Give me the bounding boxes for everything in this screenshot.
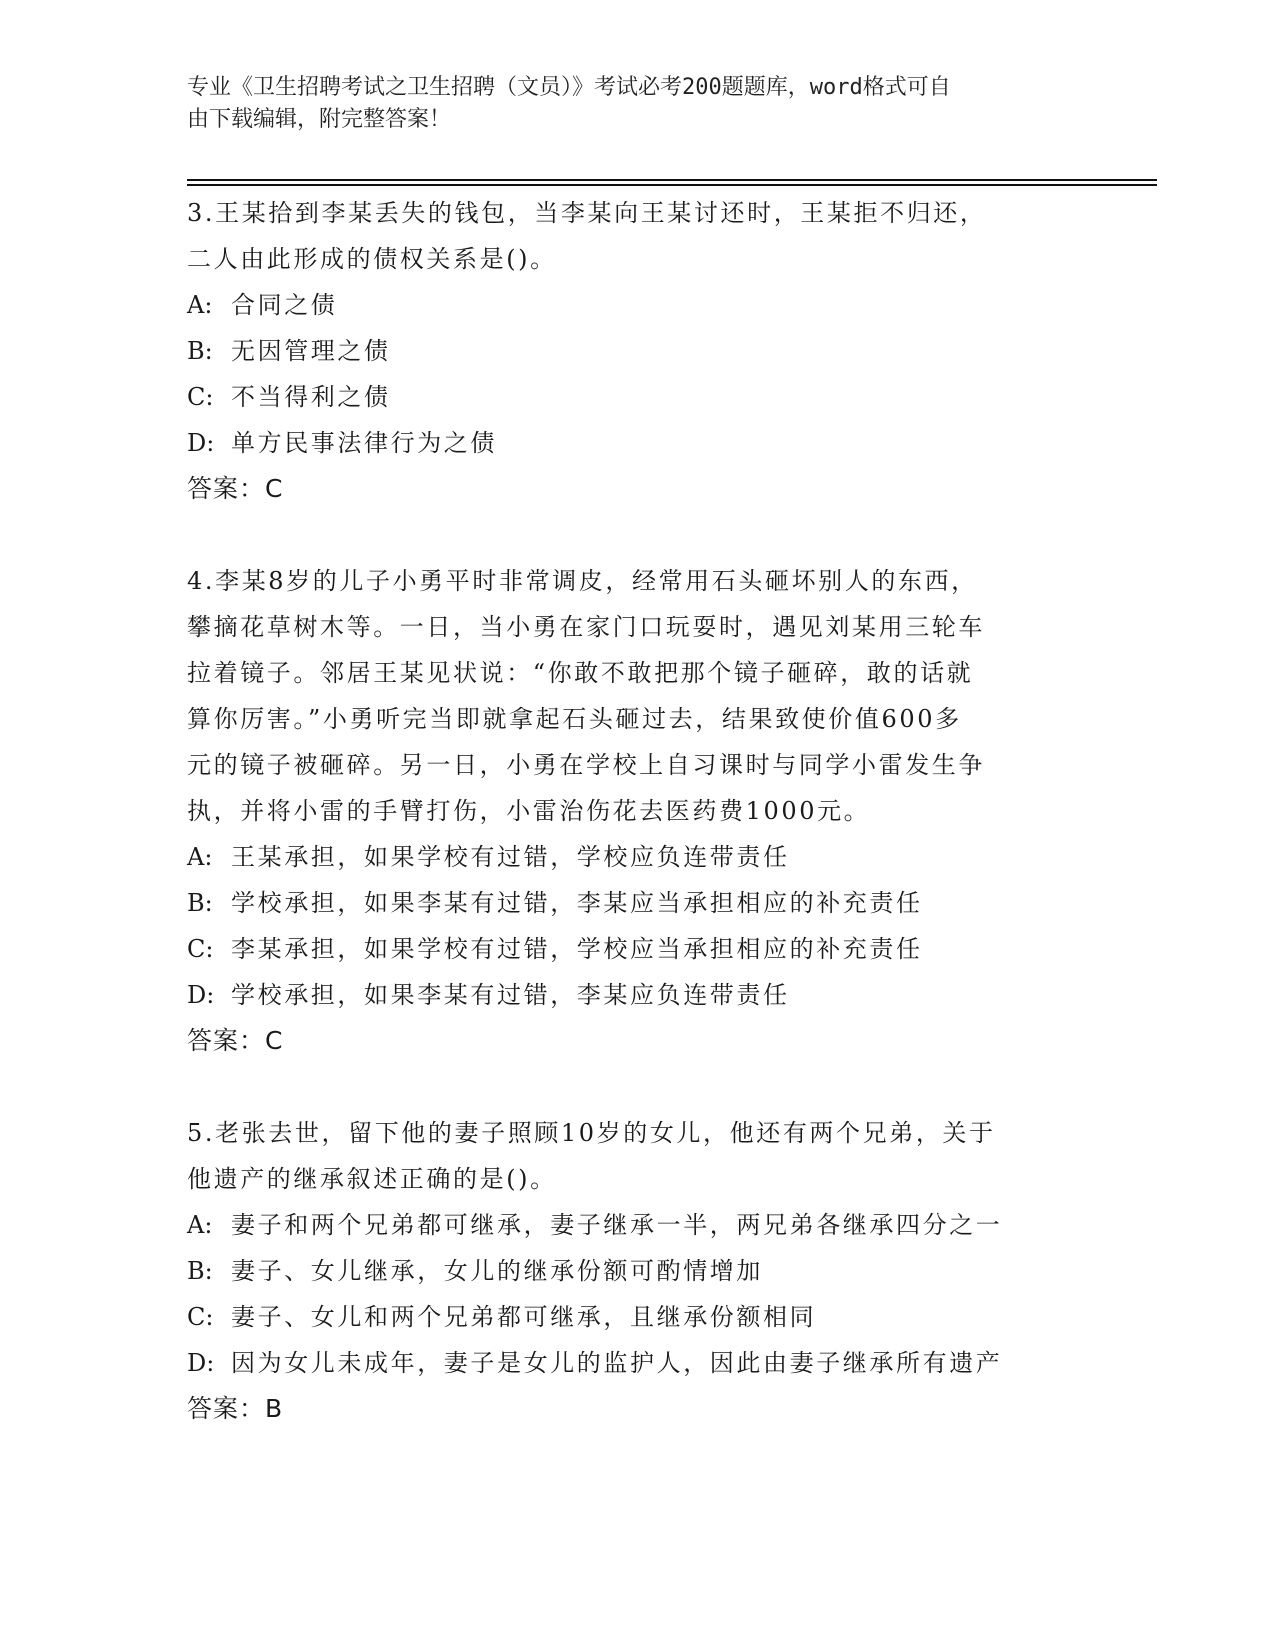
option-text: 合同之债 <box>231 291 338 319</box>
option-letter: D: <box>187 1349 215 1377</box>
option-letter: D: <box>187 981 215 1009</box>
question-list <box>187 190 1087 1432</box>
question-line: 攀摘花草树木等。一日，当小勇在家门口玩耍时，遇见刘某用三轮车 <box>187 613 985 641</box>
option-b <box>187 1248 1087 1294</box>
header-line-2: 由下载编辑，附完整答案！ <box>187 107 452 132</box>
option-text: 因为女儿未成年，妻子是女儿的监护人，因此由妻子继承所有遗产 <box>231 1349 1003 1377</box>
option-text: 学校承担，如果李某有过错，李某应负连带责任 <box>231 981 790 1009</box>
question-spacer <box>187 512 1087 558</box>
question-line: 算你厉害。”小勇听完当即就拿起石头砸过去，结果致使价值600多 <box>187 705 962 733</box>
question-line: 4.李某8岁的儿子小勇平时非常调皮，经常用石头砸坏别人的东西， <box>187 567 978 595</box>
option-text: 学校承担，如果李某有过错，李某应当承担相应的补充责任 <box>231 889 923 917</box>
answer-line: 答案：C <box>187 1026 284 1055</box>
question-line: 拉着镜子。邻居王某见状说：“你敢不敢把那个镜子砸碎，敢的话就 <box>187 659 974 687</box>
option-text: 不当得利之债 <box>231 383 391 411</box>
option-a <box>187 1202 1087 1248</box>
option-letter: C: <box>187 1303 214 1331</box>
option-letter: B: <box>187 889 213 917</box>
question-5 <box>187 1110 1087 1432</box>
option-text: 王某承担，如果学校有过错，学校应负连带责任 <box>231 843 790 871</box>
question-line: 5.老张去世，留下他的妻子照顾10岁的女儿，他还有两个兄弟，关于 <box>187 1119 996 1147</box>
question-spacer <box>187 1064 1087 1110</box>
option-d <box>187 420 1087 466</box>
question-4 <box>187 558 1087 1064</box>
header-divider-top <box>187 179 1157 181</box>
header-divider-bottom <box>187 184 1157 186</box>
option-a <box>187 834 1087 880</box>
option-letter: C: <box>187 383 214 411</box>
option-text: 妻子和两个兄弟都可继承，妻子继承一半，两兄弟各继承四分之一 <box>231 1211 1003 1239</box>
question-line: 执，并将小雷的手臂打伤，小雷治伤花去医药费1000元。 <box>187 797 871 825</box>
option-letter: D: <box>187 429 215 457</box>
option-text: 李某承担，如果学校有过错，学校应当承担相应的补充责任 <box>231 935 923 963</box>
option-text: 妻子、女儿继承，女儿的继承份额可酌情增加 <box>231 1257 763 1285</box>
option-b <box>187 880 1087 926</box>
question-line: 3.王某拾到李某丢失的钱包，当李某向王某讨还时，王某拒不归还， <box>187 199 987 227</box>
option-letter: A: <box>187 843 213 871</box>
option-text: 单方民事法律行为之债 <box>231 429 497 457</box>
option-c <box>187 926 1087 972</box>
option-c <box>187 1294 1087 1340</box>
option-d <box>187 1340 1087 1386</box>
option-text: 妻子、女儿和两个兄弟都可继承，且继承份额相同 <box>231 1303 817 1331</box>
answer-line: 答案：C <box>187 474 284 503</box>
option-letter: B: <box>187 1257 213 1285</box>
question-3 <box>187 190 1087 512</box>
option-letter: C: <box>187 935 214 963</box>
option-c <box>187 374 1087 420</box>
option-b <box>187 328 1087 374</box>
question-line: 二人由此形成的债权关系是()。 <box>187 245 557 273</box>
question-line: 他遗产的继承叙述正确的是()。 <box>187 1165 557 1193</box>
header-line-1: 专业《卫生招聘考试之卫生招聘（文员）》考试必考200题题库，word格式可自 <box>187 75 951 100</box>
answer-line: 答案：B <box>187 1394 284 1423</box>
option-letter: A: <box>187 1211 213 1239</box>
option-a <box>187 282 1087 328</box>
question-line: 元的镜子被砸碎。另一日，小勇在学校上自习课时与同学小雷发生争 <box>187 751 985 779</box>
document-header <box>187 72 1067 136</box>
option-d <box>187 972 1087 1018</box>
option-letter: A: <box>187 291 213 319</box>
option-text: 无因管理之债 <box>231 337 391 365</box>
option-letter: B: <box>187 337 213 365</box>
